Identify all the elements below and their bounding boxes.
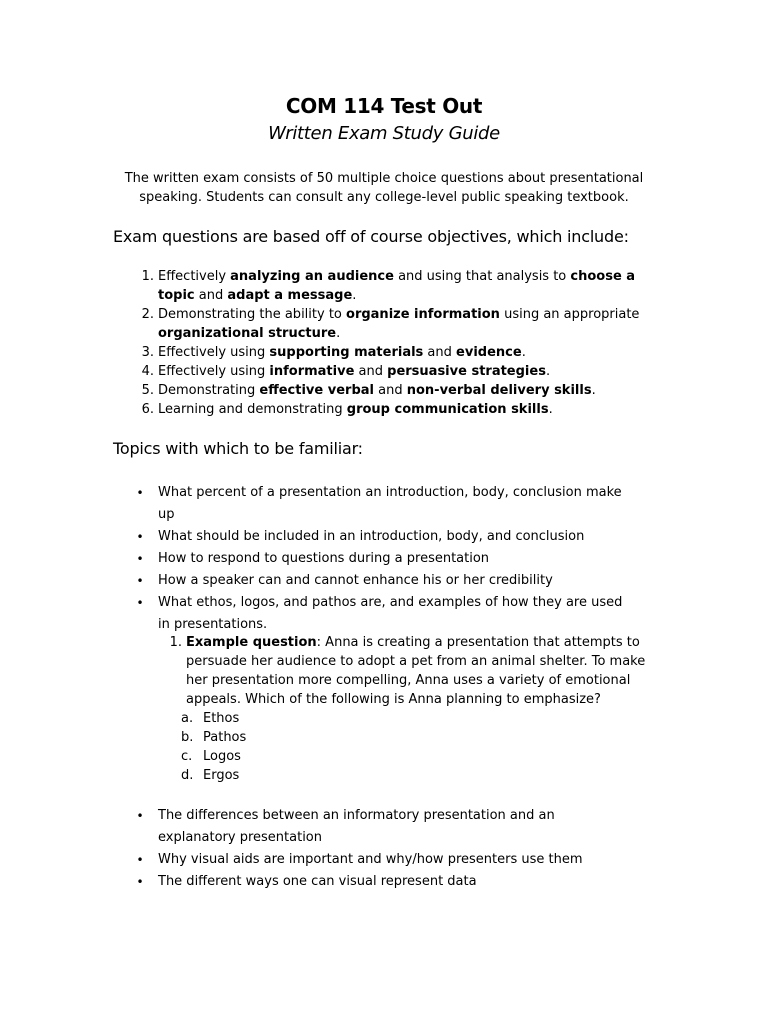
objective-number: 6. xyxy=(141,402,154,417)
objective-key-term: organizational structure xyxy=(158,326,337,341)
bullet-icon: • xyxy=(136,574,144,588)
objective-item xyxy=(141,305,648,343)
topics-list-continued xyxy=(136,805,633,893)
topic-item xyxy=(136,871,633,893)
objective-item xyxy=(141,362,648,381)
answer-option-text: Pathos xyxy=(203,730,247,745)
bullet-icon: • xyxy=(136,875,144,889)
objective-key-term: informative xyxy=(269,364,355,379)
objectives-list xyxy=(141,267,648,419)
objectives-heading: Exam questions are based off of course objectives, which include: xyxy=(113,227,629,246)
example-question-label: Example question xyxy=(186,635,317,650)
objective-item xyxy=(141,381,648,400)
answer-option-letter: a. xyxy=(181,711,194,726)
topics-list xyxy=(136,482,633,636)
document-title: COM 114 Test Out xyxy=(285,94,483,118)
intro-paragraph: The written exam consists of 50 multiple choice questions about presentational speaking. Students can consult any college-level public speaking textbook. xyxy=(124,171,644,205)
bullet-icon: • xyxy=(136,809,144,823)
objective-number: 4. xyxy=(141,364,154,379)
document-subtitle: Written Exam Study Guide xyxy=(268,123,500,144)
bullet-icon: • xyxy=(136,596,144,610)
topic-item xyxy=(136,526,633,548)
answer-option xyxy=(181,728,656,747)
topic-item xyxy=(136,482,633,526)
objective-text: . xyxy=(352,288,357,303)
bullet-icon: • xyxy=(136,530,144,544)
objective-text: Effectively using xyxy=(158,345,270,360)
objective-text: . xyxy=(521,345,526,360)
topic-item xyxy=(136,849,633,871)
answer-option-letter: d. xyxy=(181,768,194,783)
objective-text: . xyxy=(591,383,596,398)
answer-option xyxy=(181,709,656,728)
topic-item xyxy=(136,548,633,570)
answer-option-letter: c. xyxy=(181,749,193,764)
objective-number: 3. xyxy=(141,345,154,360)
objective-key-term: non-verbal delivery skills xyxy=(406,383,592,398)
objective-text: Demonstrating xyxy=(158,383,260,398)
objective-text: and xyxy=(423,345,457,360)
bullet-icon: • xyxy=(136,486,144,500)
objective-number: 2. xyxy=(141,307,154,322)
objective-text: and using that analysis to xyxy=(393,269,571,284)
topic-item xyxy=(136,570,633,592)
objective-text: using an appropriate xyxy=(499,307,640,322)
objective-number: 5. xyxy=(141,383,154,398)
topic-item xyxy=(136,805,633,849)
objective-text: and xyxy=(374,383,407,398)
topic-text: Why visual aids are important and why/how presenters use them xyxy=(158,852,583,867)
answer-option xyxy=(181,747,656,766)
objective-text: Demonstrating the ability to xyxy=(158,307,347,322)
example-question-text: : Anna is creating a presentation that attempts to persuade her audience to adopt a pet from an animal shelter. To make her presentation more compelling, Anna uses a variety of emotional appeals. Which of the following is Anna planning to emphasize? xyxy=(186,635,646,707)
topic-text: What ethos, logos, and pathos are, and examples of how they are used in presentations. xyxy=(158,595,623,632)
answer-options xyxy=(181,709,656,785)
topic-item xyxy=(136,592,633,636)
objective-key-term: supporting materials xyxy=(269,345,424,360)
topic-text: The different ways one can visual represent data xyxy=(158,874,477,889)
topic-text: What percent of a presentation an introduction, body, conclusion make up xyxy=(158,485,622,522)
topic-text: The differences between an informatory presentation and an explanatory presentation xyxy=(158,808,555,845)
objective-text: and xyxy=(194,288,228,303)
objective-key-term: persuasive strategies xyxy=(387,364,546,379)
objective-text: Effectively using xyxy=(158,364,270,379)
topic-text: How a speaker can and cannot enhance his or her credibility xyxy=(158,573,553,588)
objective-text: and xyxy=(354,364,388,379)
objective-key-term: organize information xyxy=(346,307,500,322)
objective-item xyxy=(141,400,648,419)
example-question-list xyxy=(169,633,656,785)
objective-text: Effectively xyxy=(158,269,231,284)
objective-item xyxy=(141,343,648,362)
objective-text: . xyxy=(336,326,341,341)
answer-option-text: Logos xyxy=(203,749,241,764)
bullet-icon: • xyxy=(136,552,144,566)
topic-text: What should be included in an introduction, body, and conclusion xyxy=(158,529,585,544)
objective-text: . xyxy=(545,364,551,379)
answer-option-text: Ergos xyxy=(203,768,240,783)
objective-text: . xyxy=(548,402,553,417)
answer-option-letter: b. xyxy=(181,730,194,745)
bullet-icon: • xyxy=(136,853,144,867)
objective-number: 1. xyxy=(141,269,154,284)
objective-text: Learning and demonstrating xyxy=(158,402,347,417)
objective-key-term: choose a topic xyxy=(158,269,636,303)
answer-option-text: Ethos xyxy=(203,711,240,726)
example-question-number: 1. xyxy=(169,635,182,650)
answer-option xyxy=(181,766,656,785)
example-question xyxy=(169,633,656,785)
objective-key-term: analyzing an audience xyxy=(230,269,394,284)
objective-key-term: adapt a message xyxy=(227,288,353,303)
objective-item xyxy=(141,267,648,305)
objective-key-term: group communication skills xyxy=(346,402,549,417)
objective-key-term: effective verbal xyxy=(259,383,374,398)
topic-text: How to respond to questions during a presentation xyxy=(158,551,490,566)
objective-key-term: evidence xyxy=(456,345,522,360)
topics-heading: Topics with which to be familiar: xyxy=(113,439,363,458)
